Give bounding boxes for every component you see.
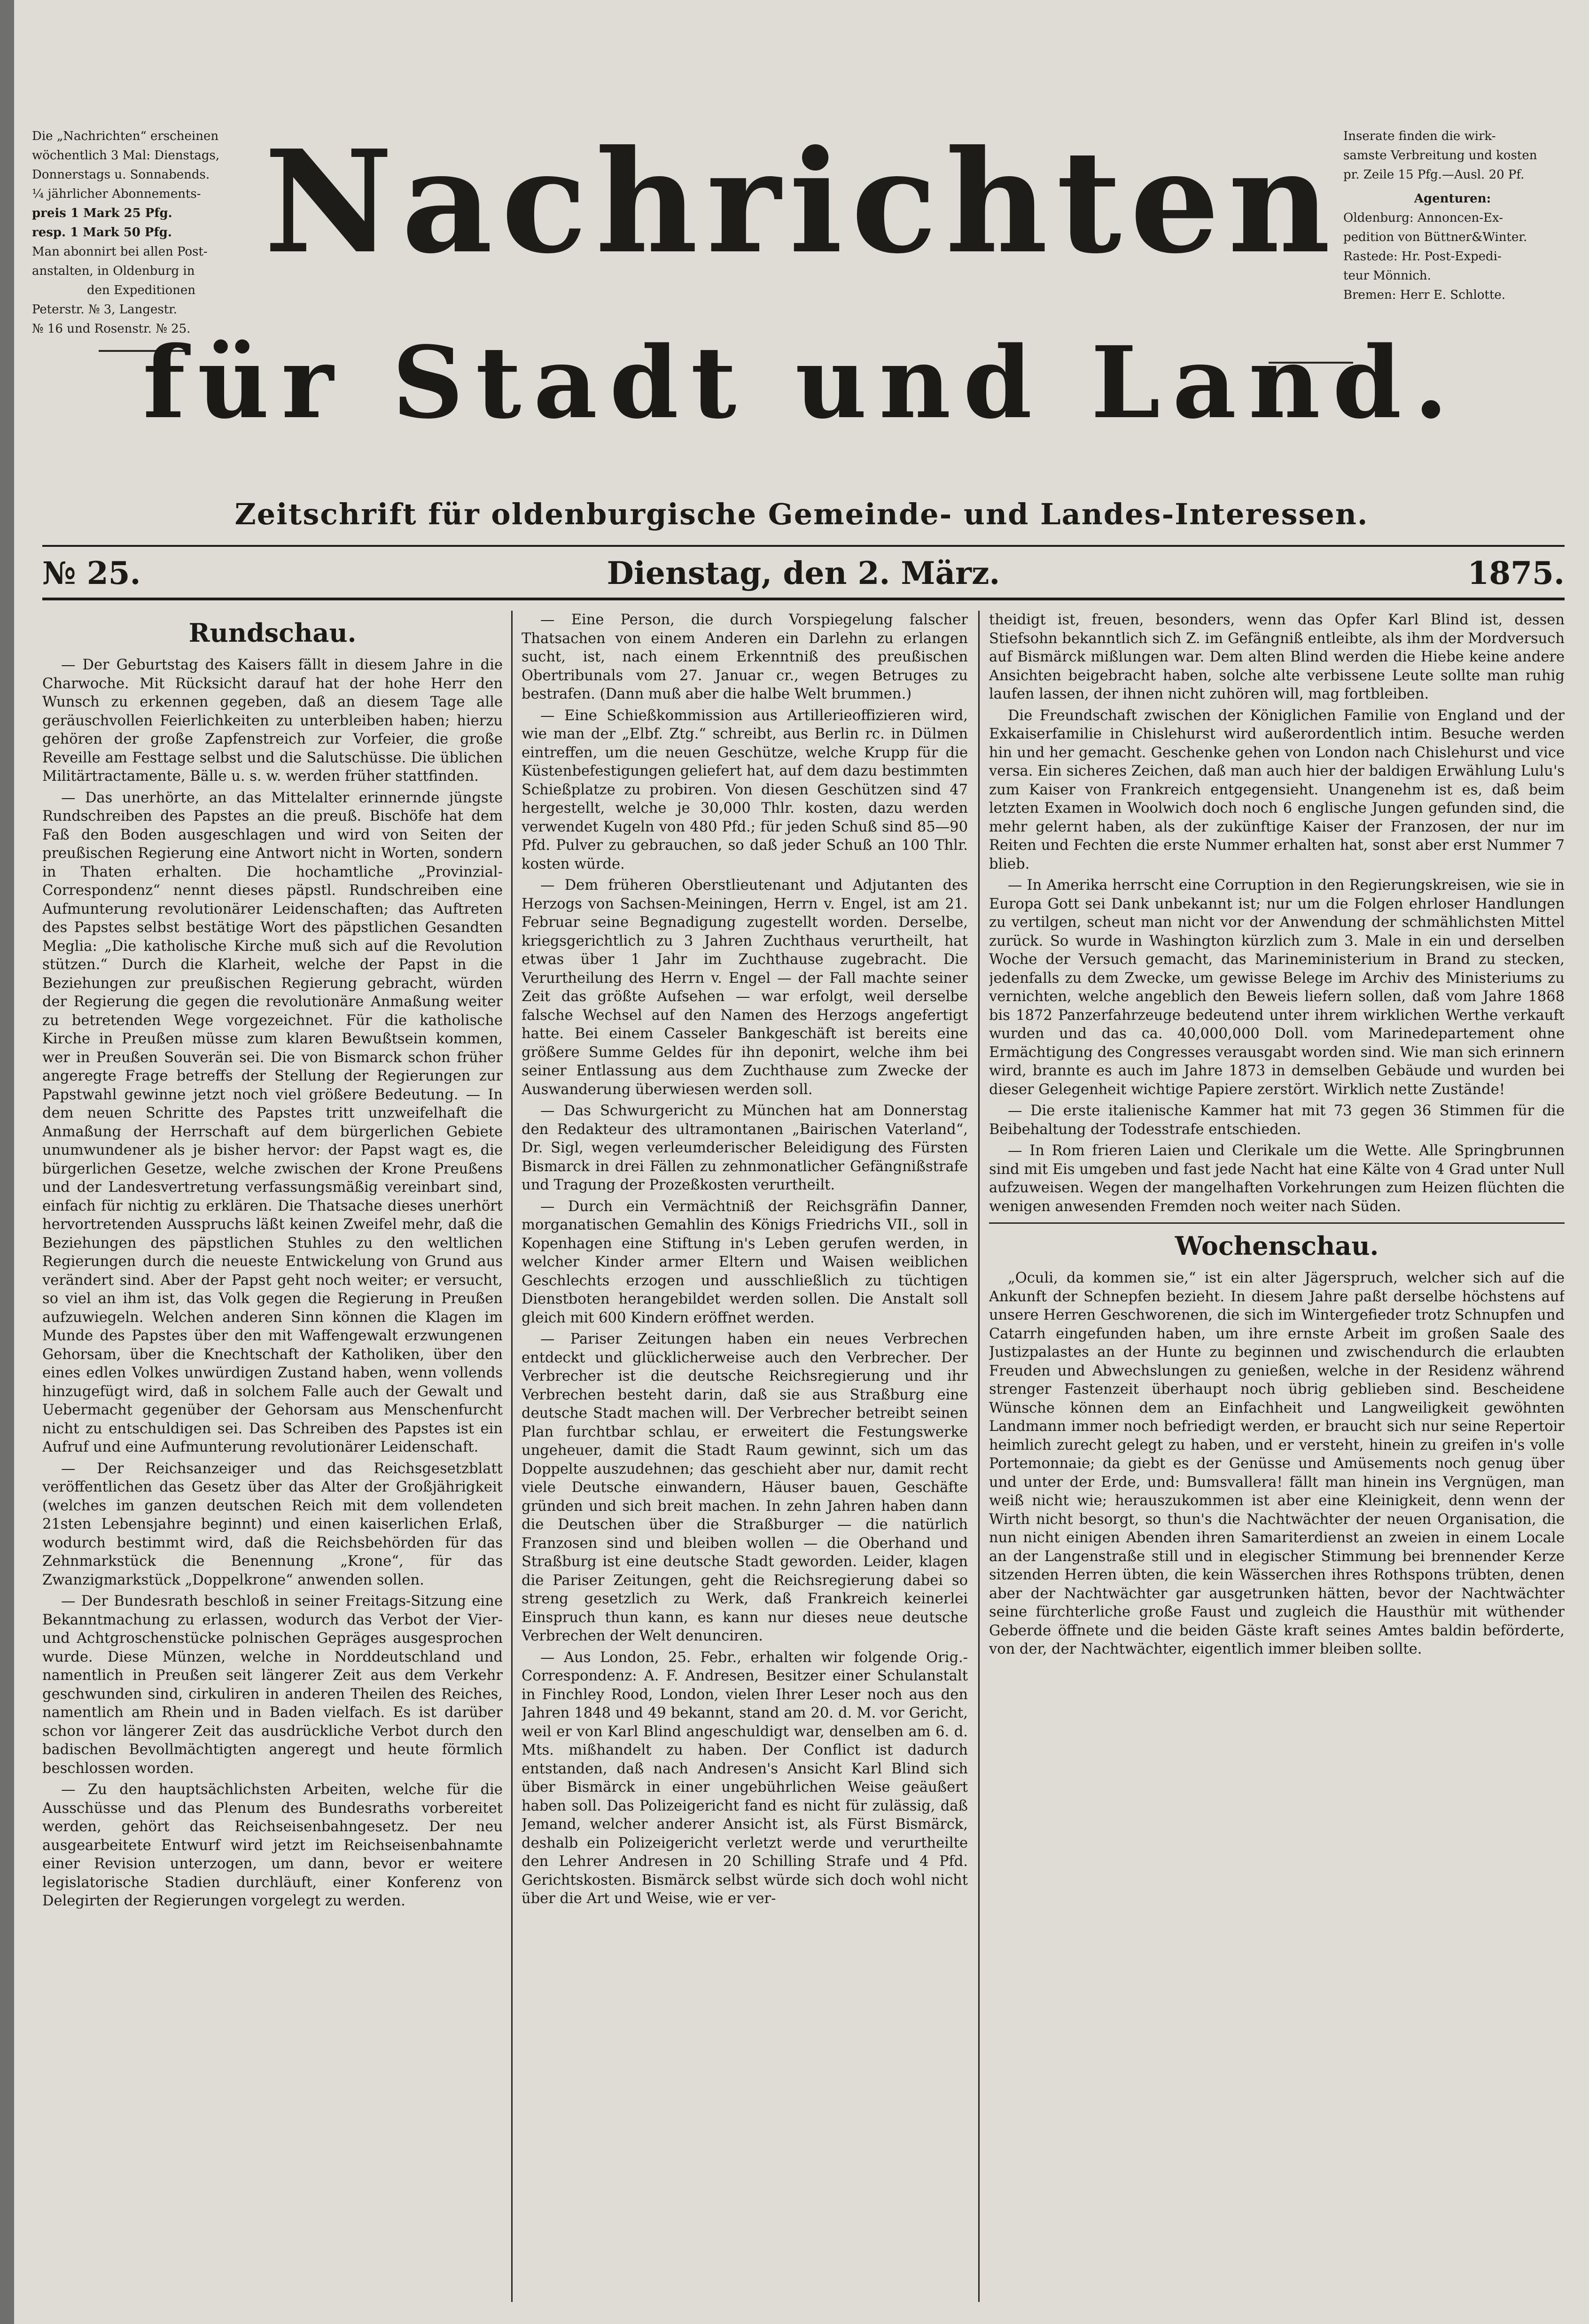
info-line: anstalten, in Oldenburg in [32,264,195,278]
article-paragraph: — Eine Schießkommission aus Artillerieoffizieren wird, wie man der „Elbf. Ztg.“ schreibt, aus Berlin rc. in Dülmen eintreffen, um die neuen Geschütze, welche Krupp für die Küstenbefestigungen geliefert hat, auf dem dazu bestimmten Schießplatze zu probiren. Von diesen Geschützen sind 47 hergestellt, welche je 30,000 Thlr. kosten, dazu werden verwendet Kugeln von 480 Pfd.; für jeden Schuß sind 85—90 Pfd. Pulver zu gebrauchen, so daß jeder Schuß an 100 Thlr. kosten würde. [522,707,968,872]
tagline: Zeitschrift für oldenburgische Gemeinde- und Landes-Interessen. [234,497,1369,531]
article-paragraph: — Eine Person, die durch Vorspiegelung falscher Thatsachen von einem Anderen ein Darlehn zu erlangen sucht, ist, nach einem Erkenntniß des preußischen Obertribunals vom 27. Januar cr., wegen Betruges zu bestrafen. (Dann muß aber die halbe Welt brummen.) [522,612,968,702]
agencies-title: Agenturen: [1414,192,1491,206]
info-line: Die „Nachrichten“ erscheinen [32,129,219,143]
info-line: teur Mönnich. [1343,269,1431,283]
column-rundschau [42,611,503,2302]
section-heading: Rundschau. [188,618,357,648]
article-paragraph: theidigt ist, freuen, besonders, wenn das Opfer Karl Blind ist, dessen Stiefsohn bekanntlich sich Z. im Gefängniß entleibte, als ihm der Mordversuch auf Bismärck mißlungen war. Dem alten Blind werden die Hiebe keine andere Ansichten beigebracht haben, solche alte verbissene Leute sollte man ruhig laufen lassen, der ihnen nicht zuhören will, mag fortbleiben. [989,612,1565,702]
info-line: den Expeditionen [87,283,195,297]
article-paragraph: — Der Geburtstag des Kaisers fällt in diesem Jahre in die Charwoche. Mit Rücksicht darauf hat der hohe Herr den Wunsch zu erkennen gegeben, daß an diesem Tage alle geräuschvollen Feierlichkeiten zu unterbleiben haben; hierzu gehören der große Zapfenstreich zur Vorfeier, die große Reveille am Festtage selbst und die Salutschüsse. Die üblichen Militärtractamente, Bälle u. s. w. werden früher stattfinden. [42,657,503,785]
article-paragraph: — Durch ein Vermächtniß der Reichsgräfin Danner, morganatischen Gemahlin des Königs Friedrichs VII., soll in Kopenhagen eine Stiftung in's Leben gerufen werden, in welcher Kinder armer Eltern und Waisen weiblichen Geschlechts erzogen und ausschließlich zu tüchtigen Dienstboten herangebildet werden sollen. Die Anstalt soll gleich mit 600 Kindern eröffnet werden. [522,1198,968,1326]
article-paragraph: — Die erste italienische Kammer hat mit 73 gegen 36 Stimmen für die Beibehaltung der Todesstrafe entschieden. [989,1103,1565,1138]
article-paragraph: „Oculi, da kommen sie,“ ist ein alter Jägerspruch, welcher sich auf die Ankunft der Schnepfen bezieht. In diesem Jahre paßt derselbe höchstens auf unsere Herren Geschworenen, die sich im Wintergefieder trotz Schnupfen und Catarrh eingefunden haben, um ihre ernste Arbeit im großen Saale des Justizpalastes an der Hunte zu beginnen und zwischendurch die erlaubten Freuden und Abwechslungen zu genießen, welche in der Residenz während strenger Fastenzeit überhaupt noch übrig geblieben sind. Bescheidene Wünsche können dem an Einfachheit und Langweiligkeit gewöhnten Landmann immer noch befriedigt werden, er braucht sich nur seine Repertoir heimlich zurecht gelegt zu haben, und er versteht, hinein zu greifen in's volle Portemonnaie; da giebt es der Genüsse und Amüsements noch genug über und unter der Erde, und: Bumsvallera! fällt man hinein ins Vergnügen, man weiß nicht wie; herauszukommen ist aber eine Kleinigkeit, denn wenn der Wirth nicht besorgt, so thun's die Nachtwächter der neuen Organisation, die nun nicht einigen Abenden ihren Samariterdienst an zweien in einem Locale an der Langenstraße still und in elegischer Stimmung bei brennender Kerze sitzenden Herren übten, die kein Wässerchen ihres Rothspons trübten, denen aber der Nachtwächter gar ausgetrunken hätten, bevor der Nachtwächter seine fürchterliche große Faust und zugleich die Hausthür mit wüthender Geberde öffnete und die beiden Gäste kraft seines Amtes baldin beförderte, von der, der Nachtwächter, eigentlich immer bleiben sollte. [989,1270,1565,1657]
info-line: Man abonnirt bei allen Post- [32,245,208,259]
masthead-subtitle: für Stadt und Land. [142,325,1461,441]
column-divider [978,611,980,2302]
article-paragraph: — In Amerika herrscht eine Corruption in den Regierungskreisen, wie sie in Europa Gott sei Dank unbekannt ist; nur um die Folgen ehrloser Handlungen zu vertilgen, scheut man nicht vor der Anwendung der schmählichsten Mittel zurück. So wurde in Washington kürzlich zum 3. Male in ein und derselben Woche der Versuch gemacht, das Marineministerium in Brand zu stecken, jedenfalls zu dem Zwecke, um gewisse Belege im Archiv des Ministeriums zu vernichten, welche angeblich den Beweis liefern sollen, daß vom Jahre 1868 bis 1872 Panzerfahrzeuge bedeutend unter ihrem wirklichen Werthe verkauft wurden und das ca. 40,000,000 Doll. vom Marinedepartement ohne Ermächtigung des Congresses verausgabt worden sind. Wie man sich erinnern wird, brannte es auch im Jahre 1873 in demselben Gebäude und wurden bei dieser Gelegenheit wichtige Papiere zerstört. Wirklich nette Zustände! [989,877,1565,1098]
column-right [989,611,1565,2302]
article-paragraph: — Der Bundesrath beschloß in seiner Freitags-Sitzung eine Bekanntmachung zu erlassen, wodurch das Verbot der Vier- und Achtgroschenstücke polnischen Gepräges ausgesprochen wurde. Diese Münzen, welche in Norddeutschland und namentlich in Preußen seit längerer Zeit aus dem Verkehr geschwunden sind, cirkuliren in anderen Theilen des Reiches, namentlich am Rhein und in Baden vielfach. Es ist darüber schon vor längerer Zeit das ausdrückliche Verbot durch den badischen Bevollmächtigten angeregt und heute förmlich beschlossen worden. [42,1593,503,1777]
column-divider [511,611,513,2302]
info-line: pedition von Büttner&Winter. [1343,230,1527,244]
info-line: pr. Zeile 15 Pfg.—Ausl. 20 Pf. [1343,168,1525,182]
section-heading: Wochenschau. [1175,1231,1379,1261]
info-line: wöchentlich 3 Mal: Dienstags, [32,148,220,163]
issue-number: № 25. [42,555,141,591]
masthead-title: Nachrichten [264,119,1339,285]
article-paragraph: — Dem früheren Oberstlieutenant und Adjutanten des Herzogs von Sachsen-Meiningen, Herrn v. Engel, ist am 21. Februar seine Begnadigung zugestellt worden. Derselbe, kriegsgerichtlich zu 3 Jahren Zuchthaus verurtheilt, hat etwas über 1 Jahr im Zuchthause zugebracht. Die Verurtheilung des Herrn v. Engel — der Fall machte seiner Zeit das größte Aufsehen — war erfolgt, weil derselbe falsche Wechsel auf den Namen des Herzogs angefertigt hatte. Bei einem Casseler Bankgeschäft ist bereits eine größere Summe Geldes für ihn deponirt, welche ihm bei seiner Entlassung aus dem Zuchthause zum Zwecke der Auswanderung überwiesen werden soll. [522,877,968,1098]
info-line: samste Verbreitung und kosten [1343,148,1537,163]
issue-date: Dienstag, den 2. März. [607,555,1000,591]
article-paragraph: — Zu den hauptsächlichsten Arbeiten, welche für die Ausschüsse und das Plenum des Bundesraths vorbereitet werden, gehört das Reichseisenbahngesetz. Der neu ausgearbeitete Entwurf wird jetzt im Reichseisenbahnamte einer Revision unterzogen, um dann, bevor er weitere legislatorische Stadien durchläuft, einer Konferenz von Delegirten der Regierungen vorgelegt zu werden. [42,1781,503,1909]
info-line: preis 1 Mark 25 Pfg. [32,206,172,220]
section-divider [989,1222,1565,1224]
article-paragraph: — In Rom frieren Laien und Clerikale um die Wette. Alle Springbrunnen sind mit Eis umgeben und fast jede Nacht hat eine Kälte von 4 Grad unter Null aufzuweisen. Wegen der mangelhaften Vorkehrungen zum Heizen flüchten die wenigen anwesenden Fremden noch weiter nach Süden. [989,1143,1565,1215]
column-middle [522,611,968,2302]
article-paragraph: Die Freundschaft zwischen der Königlichen Familie von England und der Exkaiserfamilie in Chislehurst wird außerordentlich intim. Besuche werden hin und her gemacht. Geschenke gehen von London nach Chislehurst und vice versa. Ein sicheres Zeichen, daß man auch hier der baldigen Erwählung Lulu's zum Kaiser von Frankreich entgegensieht. Unangenehm ist es, daß beim letzten Examen in Woolwich doch noch 6 englische Jungen gefunden sind, die mehr gelernt haben, als der zukünftige Kaiser der Franzosen, der nur im Reiten und Fechten die erste Nummer erhalten hat, sonst aber erst Nummer 7 blieb. [989,707,1565,872]
info-line: Rastede: Hr. Post-Expedi- [1343,249,1502,264]
article-paragraph: — Der Reichsanzeiger und das Reichsgesetzblatt veröffentlichen das Gesetz über das Alter der Großjährigkeit (welches im ganzen deutschen Reich mit dem vollendeten 21sten Lebensjahre beginnt) und einen kaiserlichen Erlaß, wodurch bestimmt wird, daß die Reichsbehörden für das Zehnmarkstück die Benennung „Krone“, für das Zwanzigmarkstück „Doppelkrone“ anwenden sollen. [42,1460,503,1588]
article-paragraph: — Das unerhörte, an das Mittelalter erinnernde jüngste Rundschreiben des Papstes an die preuß. Bischöfe hat dem Faß den Boden ausgeschlagen und wird von Seiten der preußischen Regierung eine Antwort nicht in Worten, sondern in Thaten erhalten. Die hochamtliche „Provinzial-Correspondenz“ nennt dieses päpstl. Rundschreiben eine Aufmunterung revolutionärer Leidenschaften; das Auftreten des Papstes selbst bestätige Wort des päpstlichen Gesandten Meglia: „Die katholische Kirche muß sich auf die Revolution stützen.“ Durch die Klarheit, welche der Papst in die Beziehungen zur preußischen Regierung gebracht, würden der Regierung die gegen die revolutionäre Anmaßung weiter zu betretenden Wege vorgezeichnet. Für die katholische Kirche in Preußen müsse zum klaren Bewußtsein kommen, wer in Preußen Souverän sei. Die von Bismarck schon früher angeregte Frage betreffs der Stellung der Regierungen zur Papstwahl gewinne jetzt noch viel größere Bedeutung. — In dem neuen Schritte des Papstes tritt unzweifelhaft die Anmaßung der Herrschaft auf dem bürgerlichen Gebiete unumwundener als je bisher hervor: der Papst wagt es, die bürgerlichen Gesetze, welche zwischen der Krone Preußens und der Landesvertretung verfassungsmäßig vereinbart sind, einfach für nichtig zu erklären. Die Thatsache dieses unerhört hervortretenden Ausspruchs läßt keinen Zweifel mehr, daß die Beziehungen des päpstlichen Stuhles zu den weltlichen Regierungen durch die neueste Entwickelung von Grund aus verändert sind. Aber der Papst geht noch weiter; er versucht, so viel an ihm ist, das Volk gegen die Regierung in Preußen aufzuwiegeln. Welchen anderen Sinn können die Klagen im Munde des Papstes über den mit Waffengewalt erzwungenen Gehorsam, über die Knechtschaft der Katholiken, über den eines edlen Volkes unwürdigen Zustand haben, wenn vollends hinzugefügt wird, daß in solchem Falle auch der Gewalt und Uebermacht gegenüber der Gehorsam aus Menschenfurcht nicht zu entschuldigen sei. Das Schreiben des Papstes ist ein Aufruf und eine Aufmunterung revolutionärer Leidenschaft. [42,789,503,1455]
info-line: Inserate finden die wirk- [1343,129,1496,143]
issue-year: 1875. [1467,555,1565,591]
issue-rule [42,598,1565,600]
info-line: № 16 und Rosenstr. № 25. [32,322,191,336]
top-rule [42,545,1565,547]
info-line: resp. 1 Mark 50 Pfg. [32,225,172,240]
info-line: Donnerstags u. Sonnabends. [32,168,210,182]
info-line: Bremen: Herr E. Schlotte. [1343,288,1506,302]
info-line: ¼ jährlicher Abonnements- [32,187,201,201]
article-paragraph: — Das Schwurgericht zu München hat am Donnerstag den Redakteur des ultramontanen „Bairischen Vaterland“, Dr. Sigl, wegen verleumderischer Beleidigung des Fürsten Bismarck in drei Fällen zu zehnmonatlicher Gefängnißstrafe und Tragung der Prozeßkosten verurtheilt. [522,1103,968,1193]
article-paragraph: — Pariser Zeitungen haben ein neues Verbrechen entdeckt und glücklicherweise auch den Verbrecher. Der Verbrecher ist die deutsche Reichsregierung und ihr Verbrechen besteht darin, daß sie aus Straßburg eine deutsche Stadt machen will. Der Verbrecher betreibt seinen Plan furchtbar schlau, er erweitert die Festungswerke ungeheuer, damit die Stadt Raum gewinnt, sich um das Doppelte auszudehnen; das geschieht aber nur, damit recht viele Deutsche einwandern, Häuser bauen, Geschäfte gründen und sich breit machen. In zehn Jahren haben dann die Deutschen über die Straßburger — die natürlich Franzosen sind und bleiben wollen — die Oberhand und Straßburg ist eine deutsche Stadt geworden. Leider, klagen die Pariser Zeitungen, geht die Reichsregierung dabei so streng gesetzlich zu Werk, daß Frankreich keinerlei Einspruch thun kann, es kann nur dieses neue deutsche Verbrechen der Welt denunciren. [522,1331,968,1644]
info-line: Oldenburg: Annoncen-Ex- [1343,211,1503,225]
info-line: Peterstr. № 3, Langestr. [32,303,177,317]
newspaper-page [14,0,1589,2324]
issue-line [42,552,1565,594]
article-paragraph: — Aus London, 25. Febr., erhalten wir folgende Orig.-Correspondenz: A. F. Andresen, Besitzer einer Schulanstalt in Finchley Rood, London, vielen Ihrer Leser noch aus den Jahren 1848 und 49 bekannt, stand am 20. d. M. vor Gericht, weil er von Karl Blind angeschuldigt war, denselben am 6. d. Mts. mißhandelt zu haben. Der Conflict ist dadurch entstanden, daß nach Andresen's Ansicht Karl Blind sich über Bismärck in einer ungebührlichen Weise geäußert haben soll. Das Polizeigericht fand es nicht für zulässig, daß Jemand, welcher anderer Ansicht ist, als Fürst Bismärck, deshalb ein Polizeigericht verletzt werde und verurtheilte den Lehrer Andresen in 20 Schilling Strafe und 4 Pfd. Gerichtskosten. Bismärck selbst würde sich doch wohl nicht über die Art und Weise, wie er ver- [522,1649,968,1907]
